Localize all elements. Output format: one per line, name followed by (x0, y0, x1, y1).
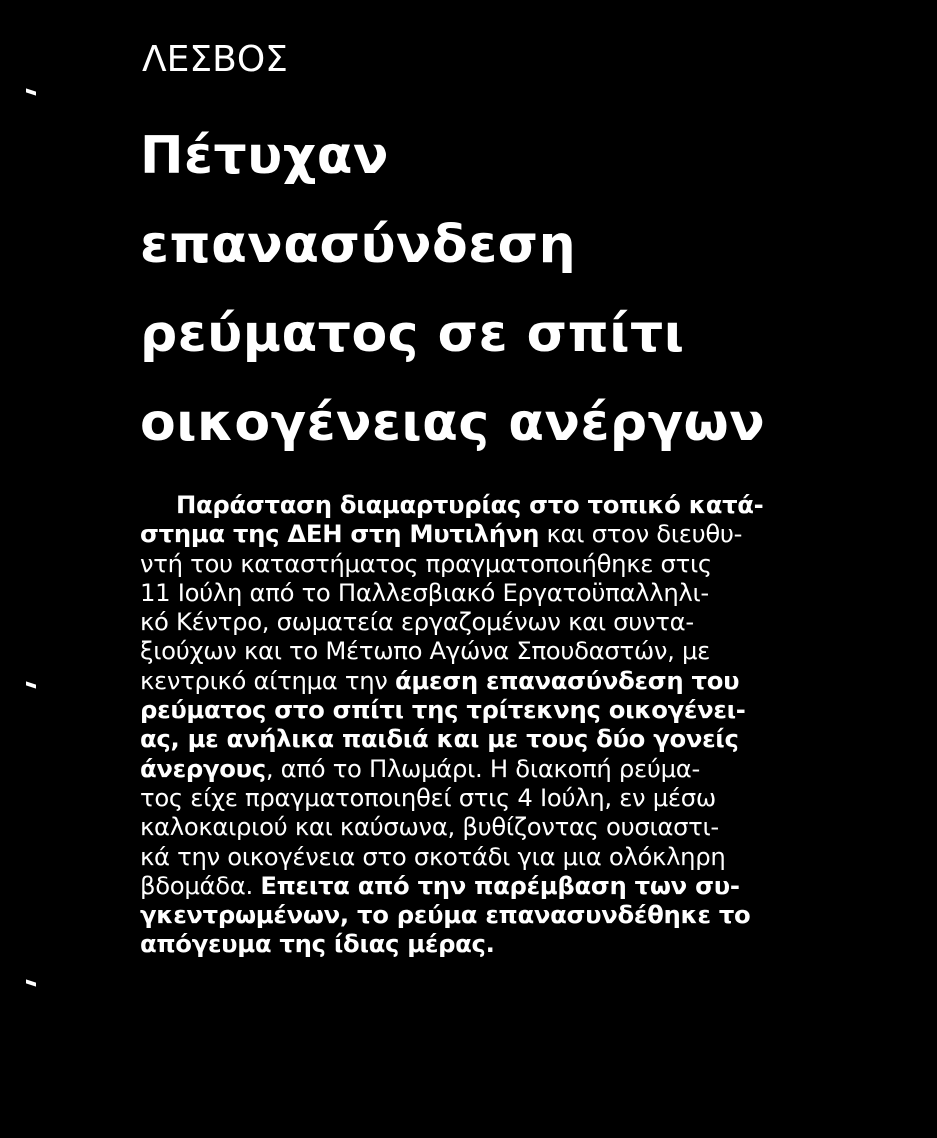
article-line (140, 724, 896, 753)
text-segment: 11 Ιούλη από το Παλλεσβιακό Εργατοϋπαλληλι- (140, 577, 709, 607)
text-segment: τος είχε πραγματοποιηθεί στις 4 Ιούλη, εν μέσω (140, 782, 716, 812)
headline-line: Πέτυχαν (140, 126, 389, 186)
section-label: ΛΕΣΒΟΣ (142, 39, 288, 80)
text-segment: ξιούχων και το Μέτωπο Αγώνα Σπουδαστών, με (140, 636, 710, 666)
text-segment: βδομάδα. (140, 870, 261, 900)
text-segment: καλοκαιριού και καύσωνα, βυθίζοντας ουσιαστι- (140, 812, 719, 842)
article-line (140, 812, 896, 841)
article-line (140, 519, 896, 548)
headline (140, 112, 920, 468)
bold-text-segment: άμεση επανασύνδεση του (395, 665, 740, 695)
bold-text-segment: ρεύματος στο σπίτι της τρίτεκνης οικογένει- (140, 695, 746, 725)
headline-line: ρεύματος σε σπίτι (140, 304, 685, 364)
article-line (140, 636, 896, 665)
bold-text-segment: άνεργους (140, 753, 266, 783)
headline-line: επανασύνδεση (140, 215, 577, 275)
bold-text-segment: απόγευμα της ίδιας μέρας. (140, 929, 495, 959)
bold-text-segment: γκεντρωμένων, το ρεύμα επανασυνδέθηκε το (140, 900, 751, 930)
text-segment: κά την οικογένεια στο σκοτάδι για μια ολόκληρη (140, 841, 726, 871)
article-line (140, 549, 896, 578)
article-line (140, 871, 896, 900)
margin-mark (26, 979, 36, 986)
margin-mark (26, 88, 36, 95)
article-line (140, 783, 896, 812)
text-segment: , από το Πλωμάρι. Η διακοπή ρεύμα- (265, 753, 700, 783)
article-line (140, 929, 896, 958)
article-line (140, 754, 896, 783)
article-line (140, 842, 896, 871)
bold-text-segment: στημα της ΔΕΗ στη Μυτιλήνη (140, 519, 540, 549)
headline-line: οικογένειας ανέργων (140, 393, 766, 453)
text-segment: και στον διευθυ- (539, 519, 743, 549)
bold-text-segment: Παράσταση διαμαρτυρίας στο τοπικό κατά- (176, 490, 764, 519)
text-segment: ντή του καταστήματος πραγματοποιήθηκε στις (140, 548, 712, 578)
article-body (140, 490, 896, 959)
article-line (140, 607, 896, 636)
bold-text-segment: Επειτα από την παρέμβαση των συ- (260, 870, 740, 900)
bold-text-segment: ας, με ανήλικα παιδιά και με τους δύο γονείς (140, 724, 739, 754)
article-line (140, 490, 896, 519)
text-segment: κό Κέντρο, σωματεία εργαζομένων και συντα- (140, 607, 694, 637)
article-line (140, 578, 896, 607)
article-line (140, 900, 896, 929)
article-line (140, 666, 896, 695)
margin-mark (26, 681, 36, 688)
article-line (140, 695, 896, 724)
text-segment: κεντρικό αίτημα την (140, 665, 395, 695)
